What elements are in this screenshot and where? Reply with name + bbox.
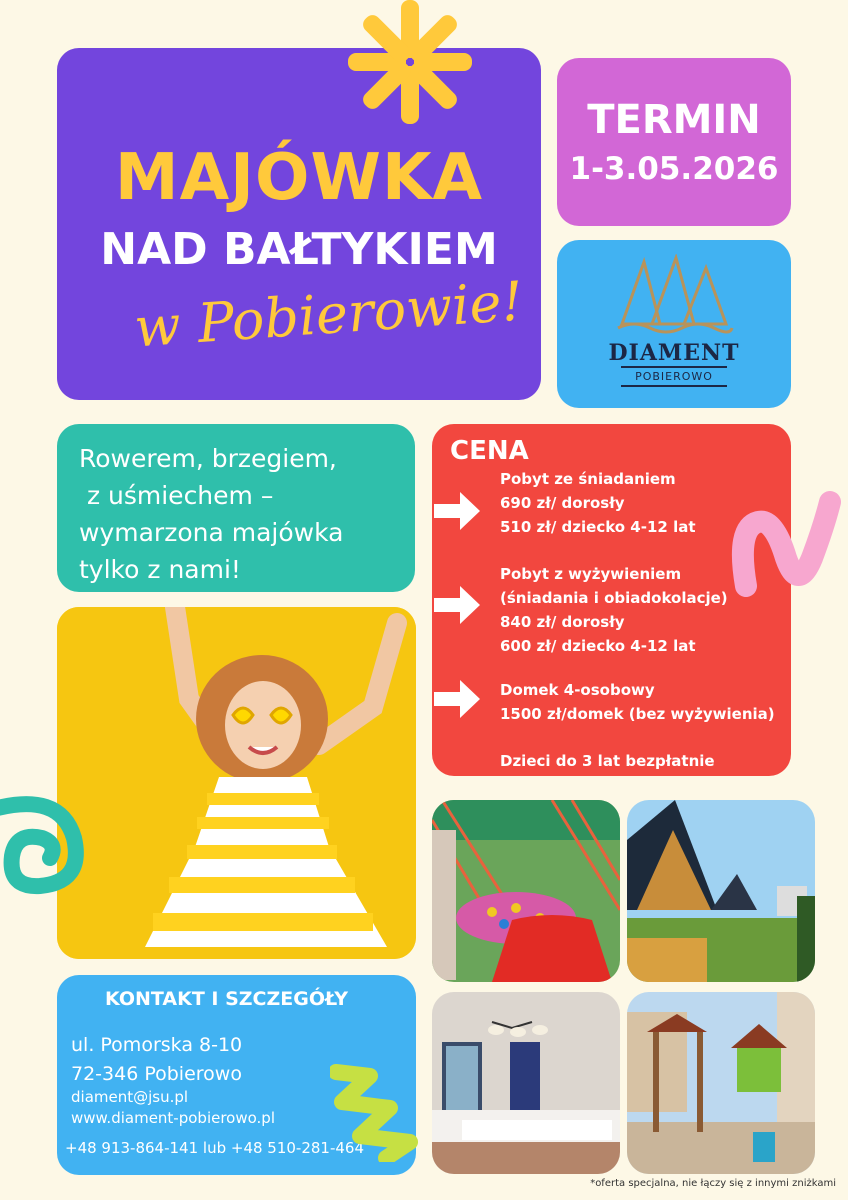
- term-card: [557, 58, 791, 226]
- term-dates: 1-3.05.2026: [569, 151, 779, 187]
- zigzag-decoration: [330, 1062, 440, 1162]
- price-block-fullboard: Pobyt z wyżywieniem (śniadania i obiadokolacje) 840 zł/ dorosły 600 zł/ dziecko 4-12 lat: [500, 565, 728, 655]
- arrow-right-icon: [434, 678, 482, 720]
- contact-heading: KONTAKT I SZCZEGÓŁY: [105, 988, 349, 1010]
- contact-email-website[interactable]: diament@jsu.pl www.diament-pobierowo.pl: [71, 1088, 275, 1127]
- title-line-3: w Pobierowie!: [131, 269, 525, 360]
- arrow-right-icon: [434, 584, 482, 626]
- title-line-1: MAJÓWKA: [114, 141, 484, 215]
- playground-photo: [627, 992, 815, 1174]
- cottages-photo: [627, 800, 815, 982]
- footnote: *oferta specjalna, nie łączy się z innymi zniżkami: [590, 1178, 836, 1189]
- arrow-right-icon: [434, 490, 482, 532]
- slogan-text: Rowerem, brzegiem, z uśmiechem – wymarzona majówka tylko z nami!: [79, 444, 344, 584]
- term-label: TERMIN: [587, 97, 761, 143]
- contact-phones[interactable]: +48 913-864-141 lub +48 510-281-464: [65, 1139, 365, 1157]
- logo-name: DIAMENT: [608, 340, 740, 366]
- sails-logo-icon: [614, 254, 734, 338]
- playroom-photo: [432, 800, 620, 982]
- logo-divider-bottom: [621, 385, 727, 387]
- logo-divider: [621, 366, 727, 368]
- spiral-decoration: [0, 790, 90, 900]
- sun-burst-decoration: [345, 0, 475, 130]
- logo-subtitle: POBIEROWO: [635, 370, 713, 383]
- girl-photo: [57, 607, 416, 959]
- slogan-card: [57, 424, 415, 592]
- room-photo: [432, 992, 620, 1174]
- contact-address: ul. Pomorska 8-10 72-346 Pobierowo: [71, 1034, 243, 1085]
- squiggle-decoration: [728, 488, 848, 603]
- price-heading: CENA: [450, 436, 529, 466]
- title-line-2: NAD BAŁTYKIEM: [100, 224, 498, 275]
- price-block-breakfast: Pobyt ze śniadaniem 690 zł/ dorosły 510 zł/ dziecko 4-12 lat: [500, 470, 696, 536]
- price-block-children: Dzieci do 3 lat bezpłatnie: [500, 752, 715, 770]
- logo-card: [557, 240, 791, 408]
- price-block-cottage: Domek 4-osobowy 1500 zł/domek (bez wyżywienia): [500, 681, 775, 723]
